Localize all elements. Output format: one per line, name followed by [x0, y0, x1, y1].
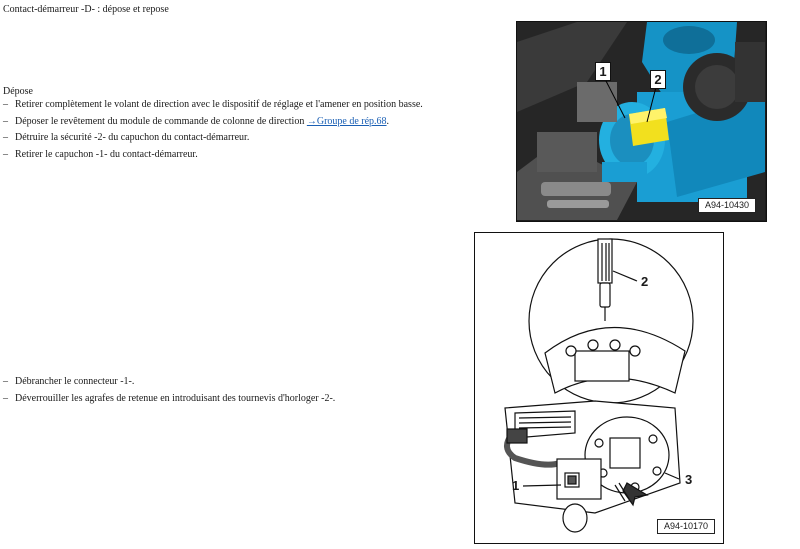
removal-steps-list	[3, 97, 423, 163]
callout-2: 2	[650, 70, 666, 89]
step-item	[3, 391, 335, 408]
step-text: Retirer complètement le volant de direction avec le dispositif de réglage et l'amener en position basse.	[15, 99, 423, 110]
callout-1: 1	[512, 478, 520, 493]
figure-steering-column-photo	[516, 21, 767, 222]
step-text: Débrancher le connecteur -1-.	[15, 376, 135, 387]
step-text: Détruire la sécurité -2- du capuchon du contact-démarreur.	[15, 132, 250, 143]
figure-ignition-switch-drawing	[474, 232, 724, 544]
step-item	[3, 114, 423, 131]
step-suffix: .	[386, 115, 390, 127]
ignition-switch-illustration	[475, 233, 722, 542]
step-item	[3, 130, 423, 147]
page-title: Contact-démarreur -D- : dépose et repose	[3, 4, 169, 15]
step-text: Retirer le capuchon -1- du contact-démarreur.	[15, 148, 198, 160]
step-item	[3, 97, 423, 114]
step-item	[3, 147, 423, 164]
figure-id-label: A94-10430	[698, 198, 756, 213]
figure-id-label: A94-10170	[657, 519, 715, 534]
callout-2: 2	[641, 274, 649, 289]
callout-1: 1	[595, 62, 611, 81]
step-text: Déverrouiller les agrafes de retenue en introduisant des tournevis d'horloger -2-.	[15, 392, 336, 404]
step-text: Déposer le revêtement du module de commande de colonne de direction	[15, 115, 307, 127]
step-item	[3, 374, 335, 391]
connector-steps-list	[3, 374, 335, 407]
repair-group-link[interactable]: →Groupe de rép.68	[306, 115, 387, 127]
callout-3: 3	[685, 472, 693, 487]
section-heading: Dépose	[3, 86, 33, 97]
steering-column-illustration	[517, 22, 765, 220]
